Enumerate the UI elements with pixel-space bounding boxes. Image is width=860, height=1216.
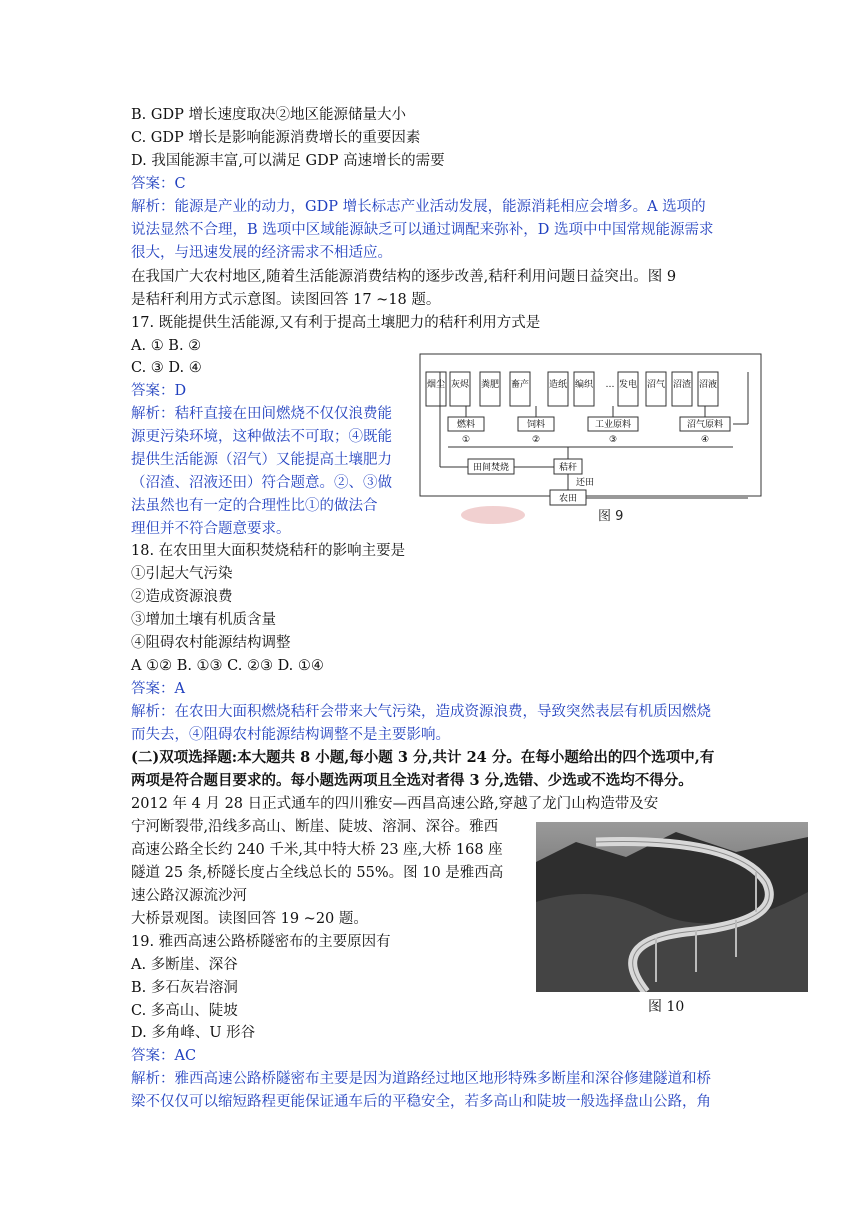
text-line: 理但并不符合题意要求。: [131, 521, 291, 537]
text-line: 答案：C: [131, 176, 186, 192]
text-line: 解析：秸秆直接在田间燃烧不仅仅浪费能: [131, 406, 392, 422]
text-line: ①引起大气污染: [131, 566, 233, 582]
fig9-straw-label: 秸秆: [558, 463, 578, 473]
text-line: D. 多角峰、U 形谷: [131, 1025, 256, 1041]
fig9-top-label: 编织: [574, 380, 594, 390]
text-line: 而失去，④阻碍农村能源结构调整不是主要影响。: [131, 727, 450, 743]
fig9-top-label: 粪肥: [480, 380, 500, 390]
text-line: ②造成资源浪费: [131, 589, 233, 605]
fig9-mid-label: 工业原料: [594, 420, 632, 430]
text-line: 说法显然不合理，B 选项中区域能源缺乏可以通过调配来弥补，D 选项中中国常规能源需求: [131, 222, 714, 238]
fig9-top-label: 畜产: [510, 380, 530, 390]
fig9-mid-label: 沼气原料: [686, 420, 724, 430]
text-line: ③增加土壤有机质含量: [131, 612, 276, 628]
text-line: 法虽然也有一定的合理性比①的做法合: [131, 498, 378, 514]
text-line: 很大，与迅速发展的经济需求不相适应。: [131, 245, 392, 261]
text-line: 2012 年 4 月 28 日正式通车的四川雅安—西昌高速公路,穿越了龙门山构造带及安: [131, 796, 659, 812]
text-line: C. GDP 增长是影响能源消费增长的重要因素: [131, 130, 421, 146]
fig9-top-label: 沼气: [646, 380, 666, 390]
text-line: 在我国广大农村地区,随着生活能源消费结构的逐步改善,秸秆利用问题日益突出。图 9: [131, 269, 677, 285]
text-line: 高速公路全长约 240 千米,其中特大桥 23 座,大桥 168 座: [131, 842, 503, 858]
figure-10-bridge-photo: [536, 822, 808, 992]
fig9-top-label: 沼渣: [672, 380, 692, 390]
text-line: 解析：在农田大面积燃烧秸秆会带来大气污染，造成资源浪费，导致突然表层有机质因燃烧: [131, 704, 711, 720]
fig9-num-label: ②: [531, 435, 541, 445]
text-line: A. 多断崖、深谷: [131, 957, 238, 973]
fig9-num-label: ③: [608, 435, 618, 445]
text-line: ④阻碍农村能源结构调整: [131, 635, 291, 651]
text-line: A. ① B. ②: [131, 338, 202, 354]
text-line: 答案：A: [131, 681, 185, 697]
fig9-mid-label: 燃料: [456, 420, 476, 430]
text-line: (二)双项选择题:本大题共 8 小题,每小题 3 分,共计 24 分。在每小题给出的四个选项中,有: [131, 749, 715, 766]
fig9-return-label: 还田: [576, 478, 595, 488]
text-line: B. GDP 增长速度取决②地区能源储量大小: [131, 107, 406, 123]
figure-10-caption: 图 10: [648, 999, 685, 1015]
fig9-top-label: 沼液: [698, 380, 718, 390]
text-line: 答案：AC: [131, 1048, 197, 1064]
fig9-field-label: 农田: [558, 494, 578, 504]
text-line: 梁不仅仅可以缩短路程更能保证通车后的平稳安全，若多高山和陡坡一般选择盘山公路，角: [131, 1094, 711, 1110]
text-line: 提供生活能源（沼气）又能提高土壤肥力: [131, 452, 392, 468]
fig9-top-label: 烟尘: [426, 380, 446, 390]
fig9-top-label: 发电: [618, 380, 638, 390]
fig9-burn-label: 田间焚烧: [472, 463, 510, 473]
figure-9-straw-diagram: [418, 352, 763, 528]
text-line: 隧道 25 条,桥隧长度占全线总长的 55%。图 10 是雅西高: [131, 865, 504, 881]
text-line: 源更污染环境，这种做法不可取；④既能: [131, 429, 392, 445]
text-line: （沼渣、沼液还田）符合题意。②、③做: [131, 475, 392, 491]
text-line: 19. 雅西高速公路桥隧密布的主要原因有: [131, 934, 391, 950]
fig9-mid-label: 饲料: [526, 420, 546, 430]
fig9-top-label: 灰烬: [450, 380, 470, 390]
text-line: 是秸秆利用方式示意图。读图回答 17 ~18 题。: [131, 292, 441, 308]
text-line: C. 多高山、陡坡: [131, 1003, 238, 1019]
text-line: C. ③ D. ④: [131, 360, 202, 376]
text-line: 宁河断裂带,沿线多高山、断崖、陡坡、溶洞、深谷。雅西: [131, 819, 499, 835]
fig9-num-label: ①: [461, 435, 471, 445]
text-line: B. 多石灰岩溶洞: [131, 980, 238, 996]
text-line: 解析：雅西高速公路桥隧密布主要是因为道路经过地区地形特殊多断崖和深谷修建隧道和桥: [131, 1071, 711, 1087]
text-line: 17. 既能提供生活能源,又有利于提高土壤肥力的秸秆利用方式是: [131, 315, 541, 331]
text-line: 大桥景观图。读图回答 19 ~20 题。: [131, 911, 368, 927]
text-line: D. 我国能源丰富,可以满足 GDP 高速增长的需要: [131, 153, 445, 169]
text-line: A ①② B. ①③ C. ②③ D. ①④: [131, 658, 324, 674]
text-line: 18. 在农田里大面积焚烧秸秆的影响主要是: [131, 543, 406, 559]
fig9-num-label: ④: [700, 435, 710, 445]
fig9-top-label: 造纸: [548, 380, 568, 390]
text-line: 解析：能源是产业的动力，GDP 增长标志产业活动发展，能源消耗相应会增多。A 选项的: [131, 199, 706, 215]
text-line: 两项是符合题目要求的。每小题选两项且全选对者得 3 分,选错、少选或不选均不得分。: [131, 772, 693, 789]
text-line: 答案：D: [131, 383, 187, 399]
text-line: 速公路汉源流沙河: [131, 888, 247, 904]
fig9-top-label: …: [605, 380, 615, 390]
fig9-caption: 图 9: [598, 509, 624, 524]
